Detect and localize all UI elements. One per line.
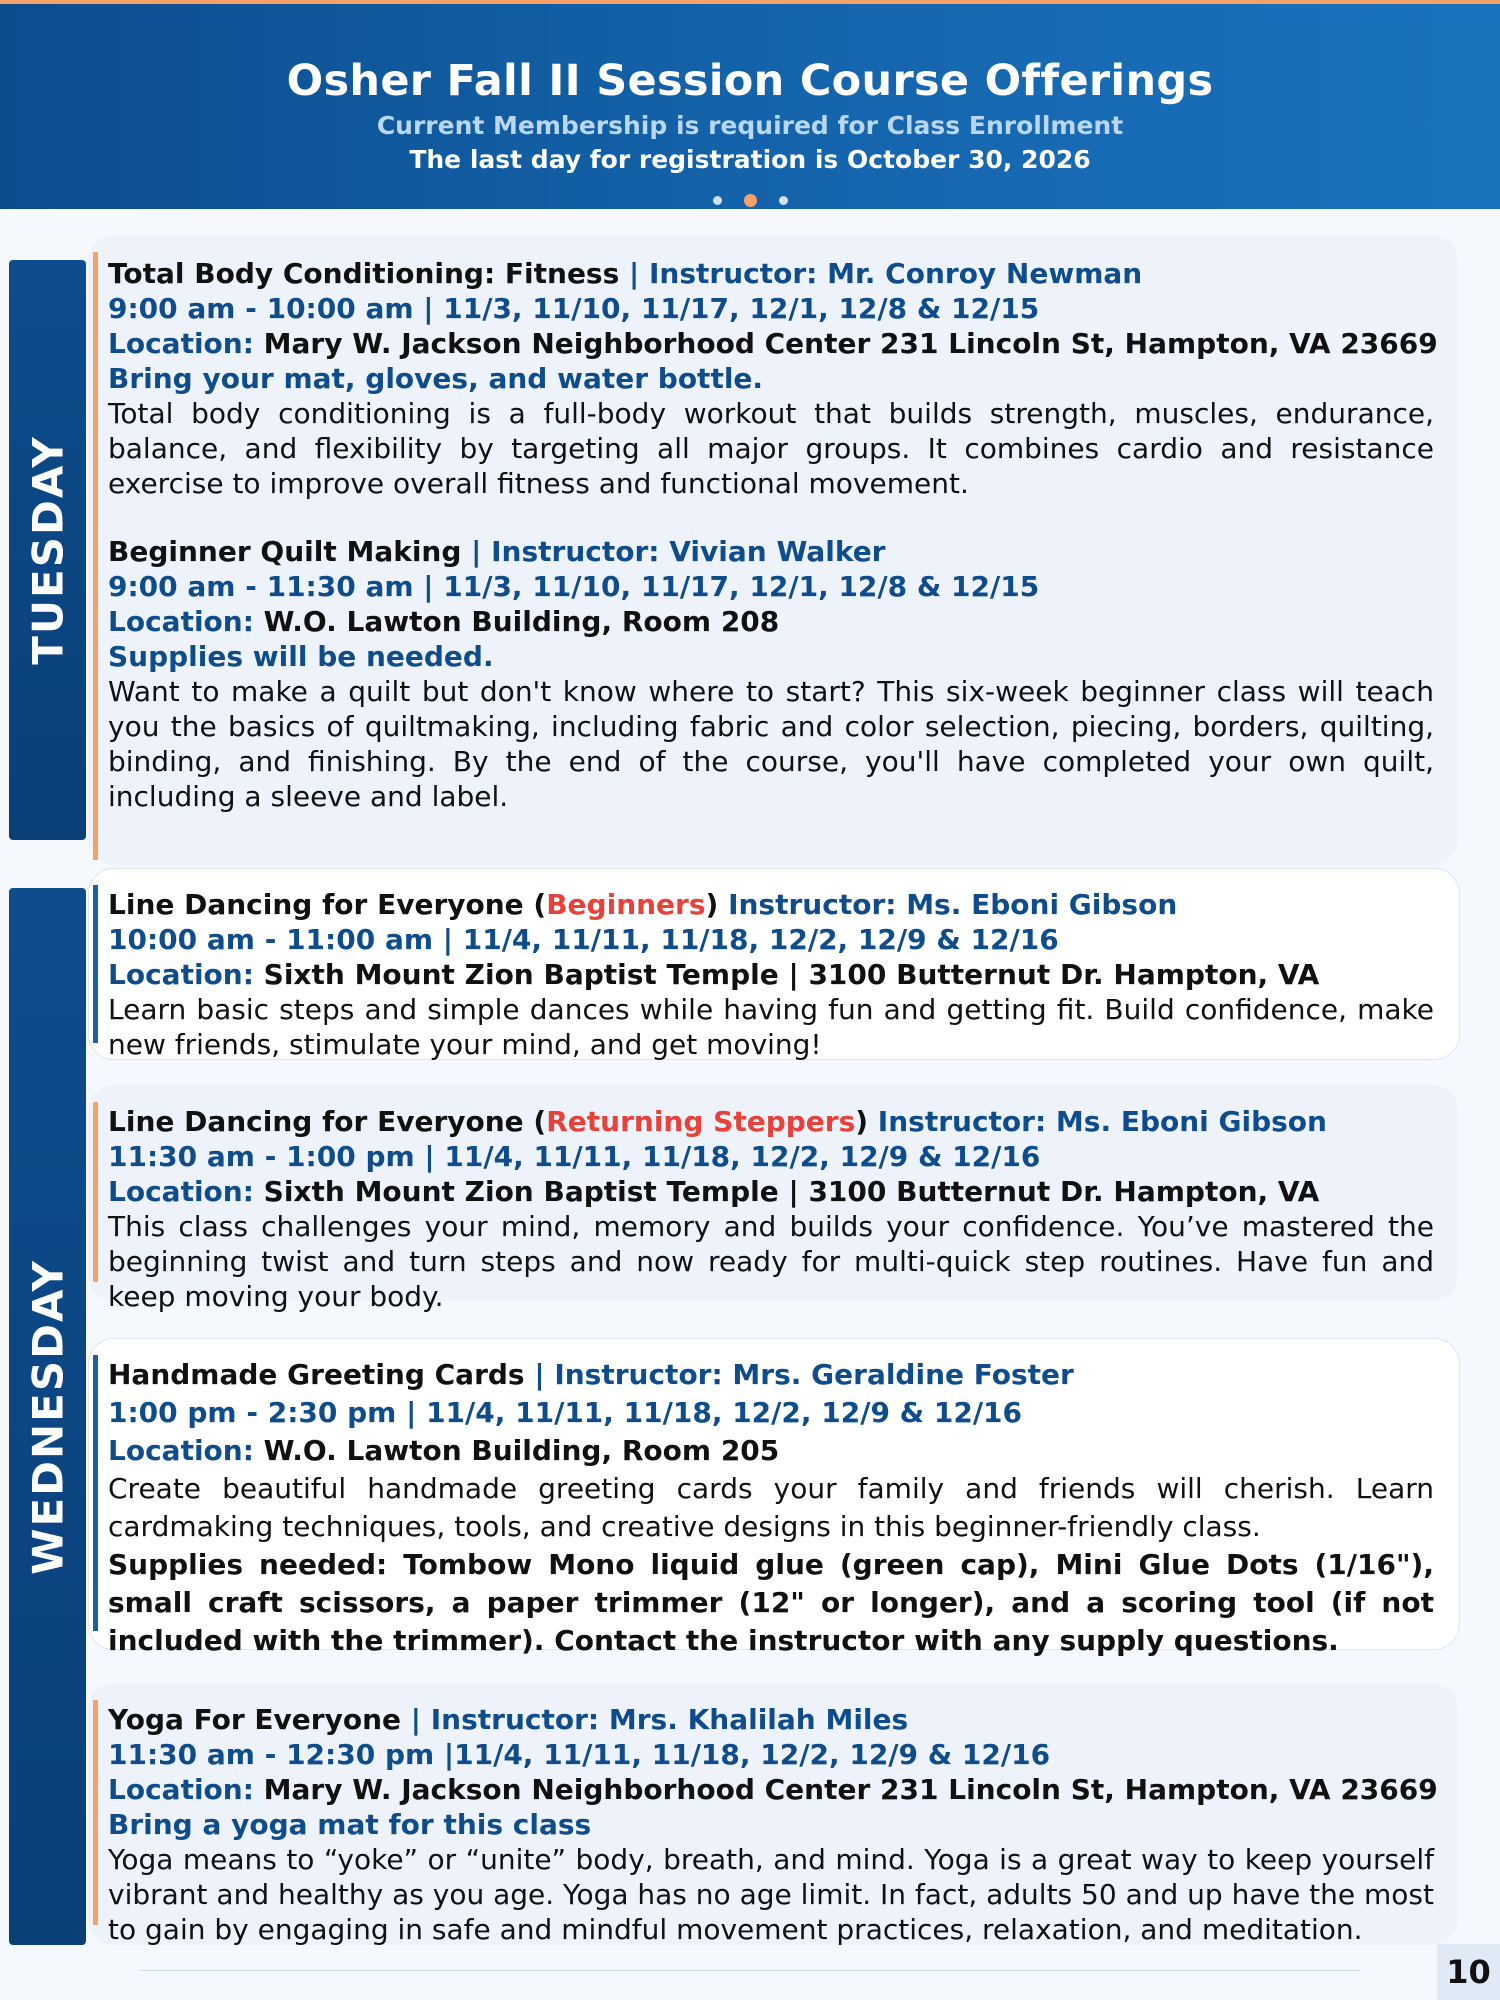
course-instructor: | Instructor: Mr. Conroy Newman (619, 257, 1143, 290)
course-title-close: ) (855, 1105, 869, 1138)
course-title: Line Dancing for Everyone ( (108, 888, 547, 921)
course-instructor: | Instructor: Mrs. Khalilah Miles (401, 1703, 909, 1736)
course-title-close: ) (705, 888, 719, 921)
course-location: Mary W. Jackson Neighborhood Center 231 Lincoln St, Hampton, VA 23669 (263, 1773, 1438, 1806)
course-accent-line (93, 885, 98, 1043)
day-label-wednesday: WEDNESDAY (23, 1258, 72, 1575)
day-tab-tuesday (9, 260, 86, 840)
course-instructor: Instructor: Ms. Eboni Gibson (868, 1105, 1327, 1138)
course-schedule: 11:30 am - 12:30 pm |11/4, 11/11, 11/18, 12/2, 12/9 & 12/16 (108, 1738, 1051, 1771)
course-instructor: | Instructor: Mrs. Geraldine Foster (534, 1358, 1074, 1391)
course-title: Yoga For Everyone (108, 1703, 402, 1736)
course-description: This class challenges your mind, memory and builds your confidence. You’ve mastered the beginning twist and turn steps and now ready for multi-quick step routines. Have fun and keep moving your body. (108, 1210, 1434, 1313)
page-number: 10 (1437, 1944, 1500, 2000)
course-location: W.O. Lawton Building, Room 205 (263, 1434, 780, 1467)
location-label: Location: (108, 1773, 264, 1806)
course-location: W.O. Lawton Building, Room 208 (263, 605, 780, 638)
course-title: Total Body Conditioning: Fitness (108, 257, 620, 290)
course-description: Want to make a quilt but don't know where to start? This six-week beginner class will teach you the basics of quiltmaking, including fabric and color selection, piecing, borders, quilting, binding, and finishing. By the end of the course, you'll have completed your own quilt, including a sleeve and label. (108, 675, 1434, 813)
course-location: Sixth Mount Zion Baptist Temple | 3100 Butternut Dr. Hampton, VA (263, 1175, 1320, 1208)
location-label: Location: (108, 605, 264, 638)
course-note: Bring a yoga mat for this class (108, 1808, 592, 1841)
page-header (0, 4, 1500, 209)
course-level: Beginners (546, 888, 706, 921)
course-yoga-for-everyone (108, 1702, 1438, 1947)
course-schedule: 1:00 pm - 2:30 pm | 11/4, 11/11, 11/18, 12/2, 12/9 & 12/16 (108, 1396, 1023, 1429)
course-total-body-conditioning (108, 256, 1438, 501)
course-level: Returning Steppers (546, 1105, 856, 1138)
course-description: Total body conditioning is a full-body workout that builds strength, muscles, endurance, balance, and flexibility by targeting all major groups. It combines cardio and resistance exercise to improve overall fitness and functional movement. (108, 397, 1434, 500)
location-label: Location: (108, 958, 264, 991)
decorative-dots (0, 190, 1500, 209)
location-label: Location: (108, 1434, 264, 1467)
course-accent-line (93, 1355, 98, 1631)
course-location: Sixth Mount Zion Baptist Temple | 3100 Butternut Dr. Hampton, VA (263, 958, 1320, 991)
footer-rule (140, 1970, 1360, 1971)
course-accent-line (93, 1102, 98, 1282)
course-schedule: 11:30 am - 1:00 pm | 11/4, 11/11, 11/18, 12/2, 12/9 & 12/16 (108, 1140, 1041, 1173)
location-label: Location: (108, 327, 264, 360)
course-line-dancing-returning (108, 1104, 1434, 1314)
dot-icon (744, 194, 757, 207)
day-label-tuesday: TUESDAY (23, 435, 72, 665)
day-tab-wednesday (9, 888, 86, 1945)
course-description: Yoga means to “yoke” or “unite” body, breath, and mind. Yoga is a great way to keep yourself vibrant and healthy as you age. Yoga has no age limit. In fact, adults 50 and up have the most to gain by engaging in safe and mindful movement practices, relaxation, and meditation. (108, 1843, 1434, 1946)
course-beginner-quilt-making (108, 534, 1434, 814)
course-description: Create beautiful handmade greeting cards your family and friends will cherish. Learn cardmaking techniques, tools, and creative designs in this beginner-friendly class. (108, 1472, 1434, 1543)
course-title: Handmade Greeting Cards (108, 1358, 535, 1391)
course-handmade-greeting-cards (108, 1356, 1434, 1660)
dot-icon (779, 196, 788, 205)
course-note: Supplies will be needed. (108, 640, 494, 673)
dot-icon (713, 196, 722, 205)
tuesday-accent-line (93, 252, 98, 860)
course-accent-line (93, 1700, 98, 1925)
membership-notice: Current Membership is required for Class Enrollment (376, 111, 1124, 140)
page-title: Osher Fall II Session Course Offerings (286, 56, 1214, 106)
location-label: Location: (108, 1175, 264, 1208)
course-schedule: 10:00 am - 11:00 am | 11/4, 11/11, 11/18, 12/2, 12/9 & 12/16 (108, 923, 1059, 956)
course-supplies: Supplies needed: Tombow Mono liquid glue (green cap), Mini Glue Dots (1/16"), small craft scissors, a paper trimmer (12" or longer), and a scoring tool (if not included with the trimmer). Contact the instructor with any supply questions. (108, 1548, 1434, 1657)
course-schedule: 9:00 am - 11:30 am | 11/3, 11/10, 11/17, 12/1, 12/8 & 12/15 (108, 570, 1040, 603)
registration-deadline: The last day for registration is October 30, 2026 (409, 145, 1091, 174)
course-description: Learn basic steps and simple dances while having fun and getting fit. Build confidence, make new friends, stimulate your mind, and get moving! (108, 993, 1434, 1061)
course-location: Mary W. Jackson Neighborhood Center 231 Lincoln St, Hampton, VA 23669 (263, 327, 1438, 360)
course-note: Bring your mat, gloves, and water bottle. (108, 362, 764, 395)
course-title: Line Dancing for Everyone ( (108, 1105, 547, 1138)
course-line-dancing-beginners (108, 887, 1434, 1062)
course-schedule: 9:00 am - 10:00 am | 11/3, 11/10, 11/17, 12/1, 12/8 & 12/15 (108, 292, 1040, 325)
course-instructor: Instructor: Ms. Eboni Gibson (718, 888, 1178, 921)
course-title: Beginner Quilt Making (108, 535, 462, 568)
course-instructor: | Instructor: Vivian Walker (461, 535, 886, 568)
